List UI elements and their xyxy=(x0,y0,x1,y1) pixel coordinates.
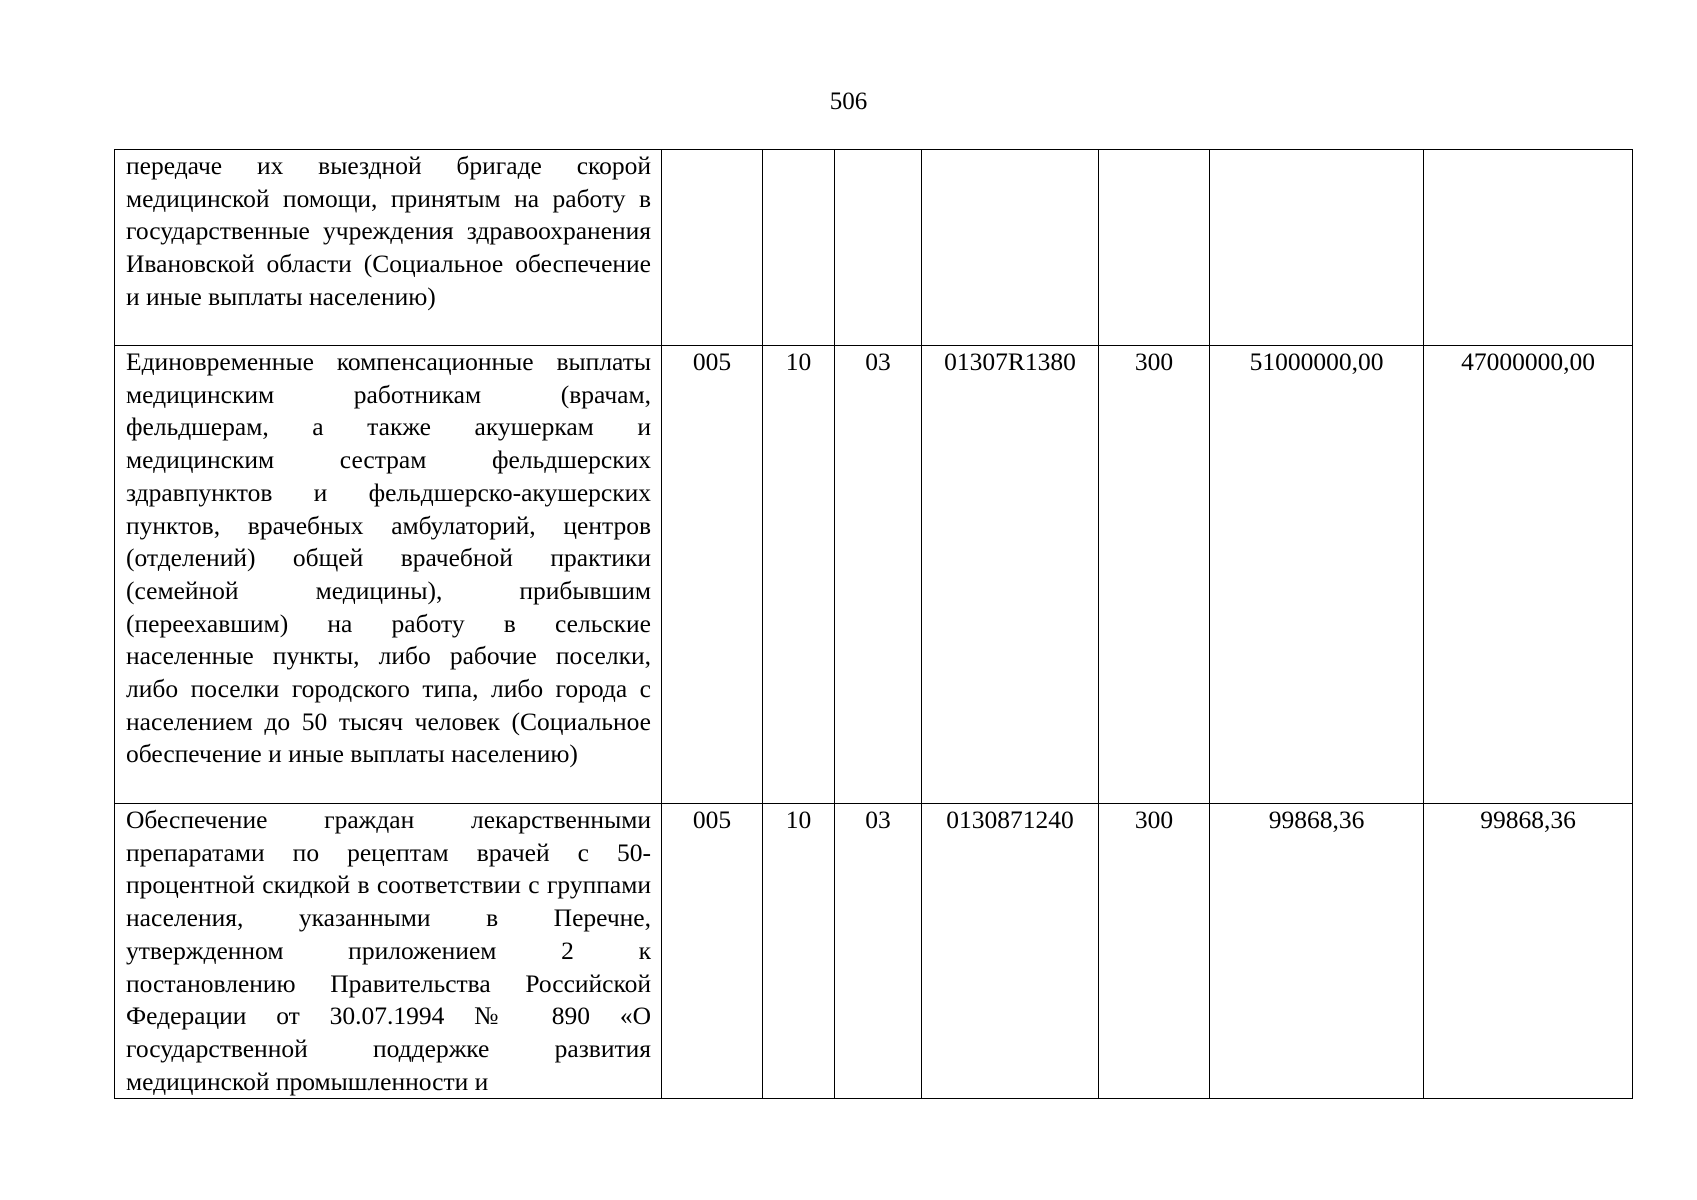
amount-1-cell xyxy=(1210,150,1424,346)
amount-2-cell xyxy=(1424,150,1633,346)
amount-2-cell: 47000000,00 xyxy=(1424,346,1633,804)
subsection-cell: 03 xyxy=(835,804,922,1099)
grbs-cell: 005 xyxy=(662,346,763,804)
table-row xyxy=(115,804,1633,1099)
amount-1-cell: 51000000,00 xyxy=(1210,346,1424,804)
expense-type-cell: 300 xyxy=(1099,346,1210,804)
target-article-cell: 01307R1380 xyxy=(922,346,1099,804)
section-cell: 10 xyxy=(763,346,835,804)
row-description xyxy=(115,346,662,804)
grbs-cell: 005 xyxy=(662,804,763,1099)
subsection-cell xyxy=(835,150,922,346)
amount-1-cell: 99868,36 xyxy=(1210,804,1424,1099)
expense-type-cell: 300 xyxy=(1099,804,1210,1099)
row-description xyxy=(115,804,662,1099)
description-text: Обеспечение граждан лекарственными препаратами по рецептам врачей с 50-процентной скидкой в соответствии с группами населения, указанными в Перечне, утвержденном приложением 2 к постановлению Правительства Российской Федерации от 30.07.1994 № 890 «О государственной поддержке развития медицинской промышленности и xyxy=(126,805,651,1096)
budget-table xyxy=(114,149,1633,1099)
subsection-cell: 03 xyxy=(835,346,922,804)
grbs-cell xyxy=(662,150,763,346)
target-article-cell: 0130871240 xyxy=(922,804,1099,1099)
section-cell xyxy=(763,150,835,346)
section-cell: 10 xyxy=(763,804,835,1099)
row-description xyxy=(115,150,662,346)
table-row xyxy=(115,346,1633,804)
table-row xyxy=(115,150,1633,346)
description-text: передаче их выездной бригаде скорой медицинской помощи, принятым на работу в государственные учреждения здравоохранения Ивановской области (Социальное обеспечение и иные выплаты населению) xyxy=(126,151,651,311)
page-number: 506 xyxy=(829,88,868,115)
description-text: Единовременные компенсационные выплаты медицинским работникам (врачам, фельдшерам, а также акушеркам и медицинским сестрам фельдшерских здравпунктов и фельдшерско-акушерских пунктов, врачебных амбулаторий, центров (отделений) общей врачебной практики (семейной медицины), прибывшим (переехавшим) на работу в сельские населенные пункты, либо рабочие поселки, либо поселки городского типа, либо города с населением до 50 тысяч человек (Социальное обеспечение и иные выплаты населению) xyxy=(126,347,651,769)
amount-2-cell: 99868,36 xyxy=(1424,804,1633,1099)
target-article-cell xyxy=(922,150,1099,346)
expense-type-cell xyxy=(1099,150,1210,346)
